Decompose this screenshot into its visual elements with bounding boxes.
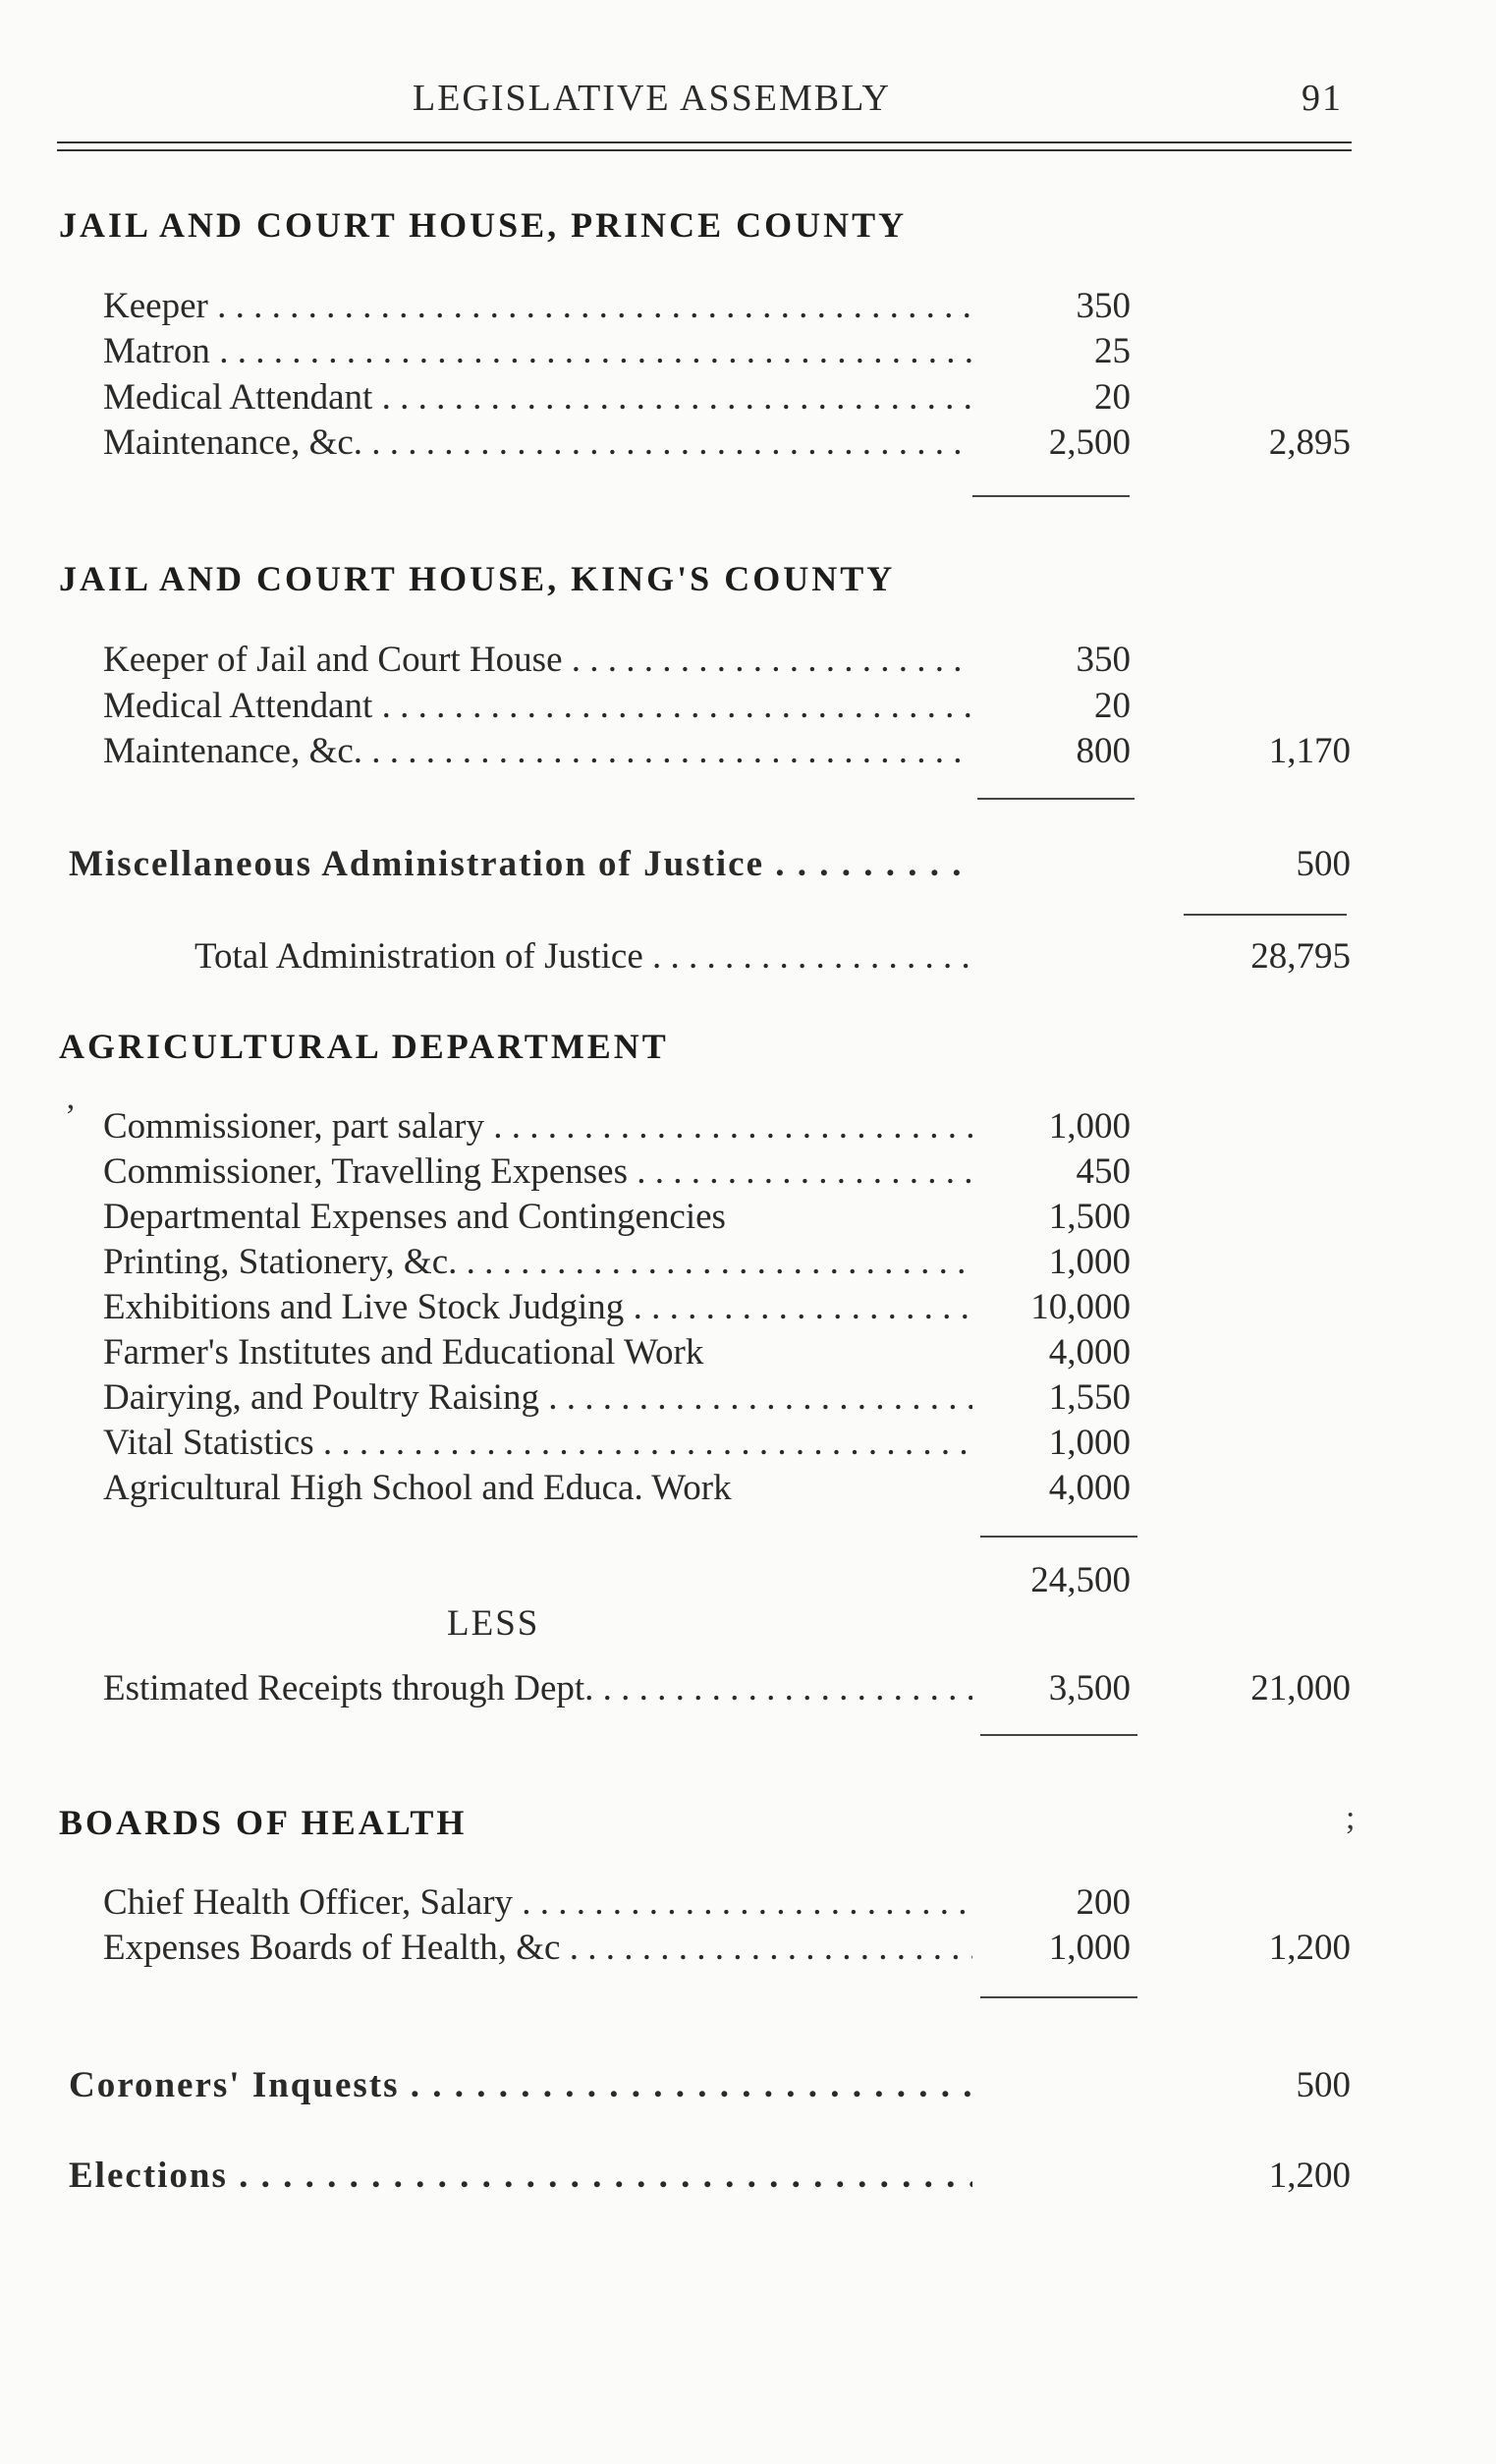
budget-row-elections bbox=[0, 2155, 1496, 2200]
row-amount: 20 bbox=[1094, 686, 1131, 726]
budget-row bbox=[0, 1241, 1496, 1286]
row-amount: 1,500 bbox=[1048, 1197, 1131, 1237]
less-label: LESS bbox=[447, 1603, 540, 1644]
row-label: Expenses Boards of Health, &c . . . bbox=[103, 1927, 972, 1969]
grand-total: 28,795 bbox=[1250, 936, 1351, 977]
row-label: Total Administration of Justice . . . bbox=[194, 935, 972, 978]
row-label: Miscellaneous Administration of Justice . . . bbox=[69, 843, 972, 885]
row-amount: 350 bbox=[1076, 286, 1131, 326]
row-amount: 3,500 bbox=[1048, 1668, 1131, 1708]
row-label: Medical Attendant . . . bbox=[103, 685, 972, 727]
budget-row bbox=[0, 1196, 1496, 1241]
budget-row-misc-justice bbox=[0, 843, 1496, 888]
row-label: Elections . . . bbox=[69, 2155, 972, 2197]
sum-rule bbox=[980, 1734, 1137, 1736]
budget-row bbox=[0, 1286, 1496, 1331]
budget-row bbox=[0, 1376, 1496, 1422]
row-label: Estimated Receipts through Dept. . . . bbox=[103, 1667, 972, 1709]
budget-row bbox=[0, 1150, 1496, 1196]
row-label: Chief Health Officer, Salary . . . bbox=[103, 1881, 972, 1924]
row-amount: 200 bbox=[1076, 1882, 1131, 1923]
row-label: Exhibitions and Live Stock Judging . . . bbox=[103, 1286, 972, 1328]
row-amount: 1,000 bbox=[1048, 1242, 1131, 1282]
budget-row bbox=[0, 330, 1496, 375]
row-label: Printing, Stationery, &c. . . . bbox=[103, 1241, 972, 1283]
budget-row bbox=[0, 421, 1496, 467]
budget-row bbox=[0, 376, 1496, 421]
row-label: Farmer's Institutes and Educational Work bbox=[103, 1332, 704, 1372]
budget-row bbox=[0, 1881, 1496, 1927]
section-heading-prince-county: JAIL AND COURT HOUSE, PRINCE COUNTY bbox=[59, 205, 908, 245]
budget-row bbox=[0, 1105, 1496, 1150]
budget-row bbox=[0, 685, 1496, 730]
section-heading-agricultural: AGRICULTURAL DEPARTMENT bbox=[59, 1027, 669, 1066]
section-total: 1,200 bbox=[1268, 1928, 1351, 1968]
row-label: Maintenance, &c. . . . bbox=[103, 730, 972, 772]
row-amount: 1,000 bbox=[1048, 1423, 1131, 1463]
budget-row-receipts bbox=[0, 1667, 1496, 1712]
row-amount: 2,500 bbox=[1048, 422, 1131, 463]
row-amount: 25 bbox=[1094, 331, 1131, 371]
budget-row bbox=[0, 1467, 1496, 1512]
sum-rule bbox=[980, 1536, 1137, 1538]
row-label: Commissioner, part salary . . . bbox=[103, 1105, 972, 1148]
row-label: Maintenance, &c. . . . bbox=[103, 421, 972, 464]
row-amount: 1,000 bbox=[1048, 1106, 1131, 1147]
row-amount: 1,550 bbox=[1048, 1377, 1131, 1418]
section-total: 21,000 bbox=[1250, 1668, 1351, 1708]
section-total: 1,200 bbox=[1268, 2156, 1351, 2196]
sum-rule bbox=[1184, 914, 1347, 916]
row-label: Coroners' Inquests . . . bbox=[69, 2064, 972, 2106]
sum-rule bbox=[972, 495, 1130, 497]
sum-rule bbox=[980, 1996, 1137, 1998]
section-heading-kings-county: JAIL AND COURT HOUSE, KING'S COUNTY bbox=[59, 559, 896, 598]
row-amount: 450 bbox=[1076, 1151, 1131, 1192]
running-title: LEGISLATIVE ASSEMBLY bbox=[413, 78, 891, 119]
row-amount: 4,000 bbox=[1048, 1468, 1131, 1508]
row-amount: 800 bbox=[1076, 731, 1131, 771]
running-header bbox=[0, 77, 1496, 126]
stray-mark: ʼ bbox=[65, 1098, 77, 1135]
header-rule-top bbox=[57, 141, 1352, 143]
budget-row bbox=[0, 639, 1496, 684]
budget-row bbox=[0, 1422, 1496, 1467]
row-label: Dairying, and Poultry Raising . . . bbox=[103, 1376, 972, 1419]
budget-row bbox=[0, 1331, 1496, 1376]
section-total: 2,895 bbox=[1268, 422, 1351, 463]
page-number: 91 bbox=[1302, 78, 1343, 119]
section-total: 500 bbox=[1296, 844, 1351, 884]
stray-mark: ; bbox=[1346, 1800, 1356, 1836]
row-label: Matron . . . bbox=[103, 330, 972, 372]
budget-row-coroners bbox=[0, 2064, 1496, 2109]
budget-row bbox=[0, 285, 1496, 330]
row-label: Keeper of Jail and Court House . . . bbox=[103, 639, 972, 681]
row-label: Keeper . . . bbox=[103, 285, 972, 327]
row-label: Medical Attendant . . . bbox=[103, 376, 972, 419]
row-amount: 350 bbox=[1076, 640, 1131, 680]
row-amount: 4,000 bbox=[1048, 1332, 1131, 1372]
section-total: 500 bbox=[1296, 2065, 1351, 2105]
budget-row-total-justice bbox=[0, 935, 1496, 980]
row-label: Vital Statistics . . . bbox=[103, 1422, 972, 1464]
row-amount: 20 bbox=[1094, 377, 1131, 418]
header-rule-bottom bbox=[57, 149, 1352, 151]
budget-row bbox=[0, 730, 1496, 775]
subtotal-amount: 24,500 bbox=[1030, 1560, 1131, 1600]
section-total: 1,170 bbox=[1268, 731, 1351, 771]
sum-rule bbox=[977, 798, 1135, 800]
section-heading-boards-of-health: BOARDS OF HEALTH bbox=[59, 1803, 468, 1842]
row-label: Commissioner, Travelling Expenses . . . bbox=[103, 1150, 972, 1193]
row-amount: 10,000 bbox=[1030, 1287, 1131, 1327]
row-label: Agricultural High School and Educa. Work bbox=[103, 1468, 732, 1508]
budget-row bbox=[0, 1927, 1496, 1972]
row-amount: 1,000 bbox=[1048, 1928, 1131, 1968]
row-label: Departmental Expenses and Contingencies bbox=[103, 1197, 726, 1237]
budget-row-subtotal bbox=[0, 1559, 1496, 1604]
